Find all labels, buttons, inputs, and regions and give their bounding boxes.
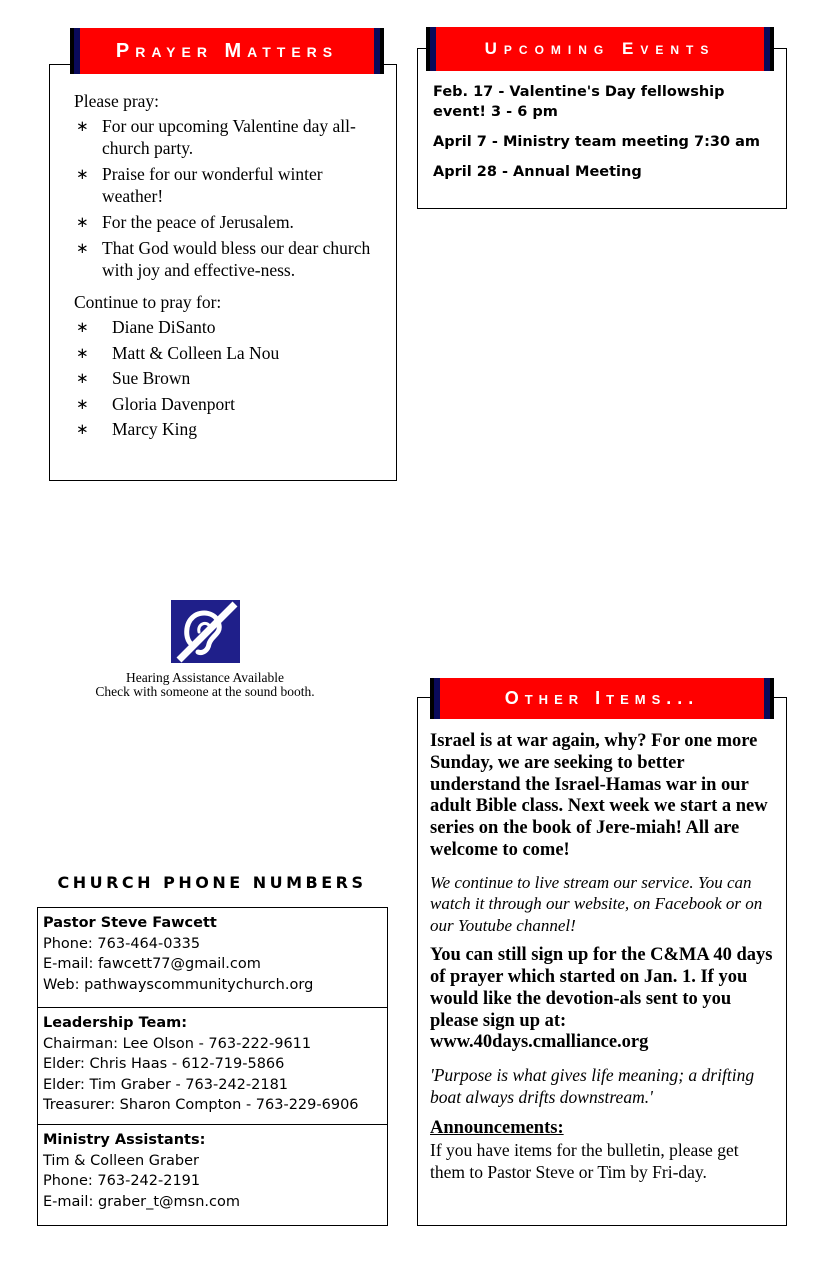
ministry-heading: Ministry Assistants:	[43, 1132, 206, 1148]
leadership-line: Elder: Tim Graber - 763-242-2181	[43, 1076, 289, 1093]
pastor-section	[38, 908, 387, 1008]
leadership-section	[38, 1008, 387, 1125]
prayer-banner	[74, 28, 380, 74]
other-p4: 'Purpose is what gives life meaning; a drifting boat always drifts downstream.'	[430, 1065, 755, 1108]
ministry-line: Tim & Colleen Graber	[43, 1152, 199, 1169]
prayer-intro: Please pray:	[74, 91, 160, 111]
other-title: Other Items...	[504, 688, 700, 708]
hearing-line2: Check with someone at the sound booth.	[95, 684, 315, 699]
other-banner	[434, 678, 770, 719]
prayer-title: Prayer Matters	[115, 39, 339, 62]
pastor-phone: Phone: 763-464-0335	[43, 935, 201, 952]
hearing-assistance-icon	[171, 600, 240, 663]
events-title: Upcoming Events	[484, 39, 716, 58]
prayer-name: ∗ Gloria Davenport	[74, 393, 382, 415]
prayer-names-list	[74, 316, 382, 440]
leadership-line: Treasurer: Sharon Compton - 763-229-6906	[43, 1097, 359, 1113]
pastor-email: E-mail: fawcett77@gmail.com	[43, 956, 261, 972]
prayer-name: ∗ Marcy King	[74, 418, 382, 440]
prayer-box	[49, 64, 397, 481]
other-p1: Israel is at war again, why? For one more Sunday, we are seeking to better understand the Israel-Hamas war in our adult Bible class. Next week we start a new series on the book of Jere-miah! All are welcome to come!	[430, 731, 768, 860]
events-banner	[430, 27, 770, 71]
prayer-item: ∗ Praise for our wonderful winter weather!	[74, 163, 382, 207]
pastor-web: Web: pathwayscommunitychurch.org	[43, 976, 314, 993]
announcements-text: If you have items for the bulletin, please get them to Pastor Steve or Tim by Fri-day.	[430, 1140, 739, 1183]
event-item: April 28 - Annual Meeting	[433, 164, 642, 180]
phones-box	[37, 907, 388, 1226]
pastor-name: Pastor Steve Fawcett	[43, 915, 217, 931]
prayer-name: ∗ Matt & Colleen La Nou	[74, 342, 382, 364]
continue-label: Continue to pray for:	[74, 292, 222, 312]
prayer-item: ∗ For our upcoming Valentine day all-church party.	[74, 115, 382, 159]
ministry-section	[38, 1125, 387, 1218]
other-box	[417, 697, 787, 1226]
prayer-list	[74, 115, 382, 281]
prayer-item: ∗ That God would bless our dear church with joy and effective-ness.	[74, 237, 382, 281]
announcements-heading: Announcements:	[430, 1118, 564, 1139]
phones-title: CHURCH PHONE NUMBERS	[57, 873, 367, 892]
ministry-line: E-mail: graber_t@msn.com	[43, 1193, 240, 1210]
prayer-item: ∗ For the peace of Jerusalem.	[74, 211, 382, 233]
leadership-line: Elder: Chris Haas - 612-719-5866	[43, 1056, 285, 1072]
prayer-name: ∗ Diane DiSanto	[74, 316, 382, 338]
leadership-line: Chairman: Lee Olson - 763-222-9611	[43, 1035, 312, 1052]
event-item: Feb. 17 - Valentine's Day fellowship event! 3 - 6 pm	[433, 84, 725, 120]
ministry-line: Phone: 763-242-2191	[43, 1173, 201, 1189]
event-item: April 7 - Ministry team meeting 7:30 am	[433, 134, 760, 150]
hearing-line1: Hearing Assistance Available	[126, 670, 284, 685]
other-p2: We continue to live stream our service. You can watch it through our website, on Facebook or on our Youtube channel!	[430, 872, 763, 935]
leadership-heading: Leadership Team:	[43, 1015, 188, 1031]
other-p3: You can still sign up for the C&MA 40 days of prayer which started on Jan. 1. If you would like the devotion-als sent to you please sign up at: www.40days.cmalliance.org	[430, 945, 773, 1053]
events-box	[417, 48, 787, 209]
prayer-name: ∗ Sue Brown	[74, 367, 382, 389]
